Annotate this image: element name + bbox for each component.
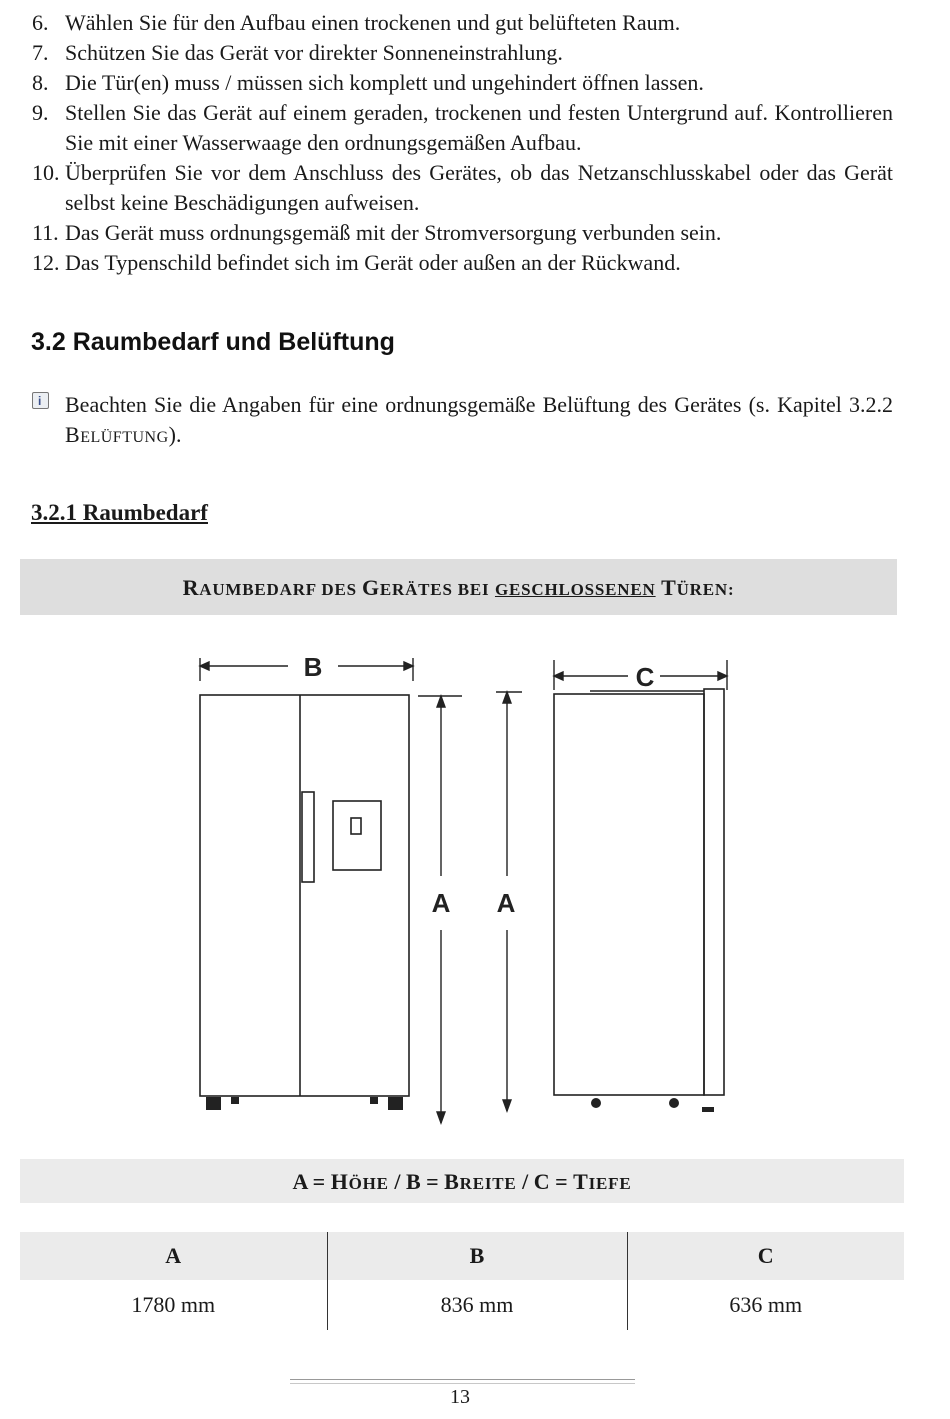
list-number: 10. [32,160,60,185]
info-note [65,390,893,453]
table-cell-depth: 636 mm [627,1280,904,1330]
dim-label-a-front: A [431,888,451,918]
wheel-right [669,1098,679,1108]
list-item [0,8,893,38]
legend-c-key: C [533,1169,550,1194]
foot-side-door [702,1107,714,1112]
banner-text: RAUMBEDARF DES GERÄTES BEI [182,575,490,600]
banner-text-end: TÜREN: [661,575,735,600]
water-dispenser [333,801,381,870]
legend-b-key: B [405,1169,421,1194]
dimension-diagram [0,630,950,1130]
fridge-front-outline [200,695,409,1096]
info-icon-glyph: i [38,394,42,408]
space-requirement-banner [20,559,897,615]
info-note-end: ). [168,422,182,447]
list-number: 6. [32,10,49,35]
table-header-a: A [20,1232,327,1280]
info-note-text: Beachten Sie die Angaben für eine ordnungsgemäße Belüftung des Gerätes (s. Kapitel 3.2.2 [65,392,893,417]
dimensions-table [20,1232,904,1330]
list-text: Überprüfen Sie vor dem Anschluss des Gerätes, ob das Netzanschlusskabel oder das Gerät selbst keine Beschädigungen aufweisen. [65,160,893,215]
banner-underlined-text: GESCHLOSSENEN [494,580,656,599]
table-row [20,1280,904,1330]
legend-equals: = [312,1169,326,1194]
list-item [0,218,893,248]
legend-b-name: BREITE [444,1169,517,1194]
dispenser-outlet [351,818,361,834]
table-header-c: C [627,1232,904,1280]
list-text: Schützen Sie das Gerät vor direkter Sonneneinstrahlung. [65,40,563,65]
table-header-b: B [327,1232,627,1280]
foot-front-left [206,1097,221,1110]
list-item [0,98,893,158]
list-text: Stellen Sie das Gerät auf einem geraden, trockenen und festen Untergrund auf. Kontrollieren Sie mit einer Wasserwaage den ordnungsgemäßen Aufbau. [65,100,893,155]
fridge-side-outline [554,694,704,1095]
legend-equals: = [555,1169,568,1194]
list-text: Das Gerät muss ordnungsgemäß mit der Stromversorgung verbunden sein. [65,220,722,245]
list-item [0,248,893,278]
page-number: 13 [450,1386,470,1408]
chapter-reference[interactable]: BELÜFTUNG [65,422,169,447]
list-number: 12. [32,250,60,275]
footer-divider-secondary [290,1383,635,1384]
table-cell-height: 1780 mm [131,1292,216,1317]
list-number: 8. [32,70,49,95]
list-item [0,38,893,68]
info-icon [32,392,49,409]
table-cell-width: 836 mm [327,1280,627,1330]
foot-front-right [388,1097,403,1110]
list-number: 11. [32,220,59,245]
subsection-title: 3.2.1 Raumbedarf [31,500,208,525]
foot-front-left-small [231,1097,239,1104]
legend-a-key: A [292,1169,308,1194]
legend-equals: = [426,1169,439,1194]
list-text: Das Typenschild befindet sich im Gerät oder außen an der Rückwand. [65,250,681,275]
footer-divider [290,1379,635,1380]
dim-label-b: B [303,652,323,682]
door-handle [302,792,314,882]
list-item [0,158,893,218]
legend-c-name: TIEFE [573,1169,632,1194]
list-text: Die Tür(en) muss / müssen sich komplett und ungehindert öffnen lassen. [65,70,704,95]
instruction-list [0,8,950,278]
list-item [0,68,893,98]
fridge-side-door [704,689,724,1095]
dimension-legend [20,1159,904,1203]
wheel-left [591,1098,601,1108]
legend-separator: / [522,1169,529,1194]
dim-label-c: C [635,662,655,692]
list-text: Wählen Sie für den Aufbau einen trockenen und gut belüfteten Raum. [65,10,681,35]
list-number: 9. [32,100,49,125]
list-number: 7. [32,40,49,65]
legend-a-name: HÖHE [330,1169,389,1194]
section-title: 3.2 Raumbedarf und Belüftung [31,328,395,356]
legend-separator: / [394,1169,401,1194]
table-header-row [20,1232,904,1280]
dim-label-a-side: A [496,888,516,918]
foot-front-right-small [370,1097,378,1104]
